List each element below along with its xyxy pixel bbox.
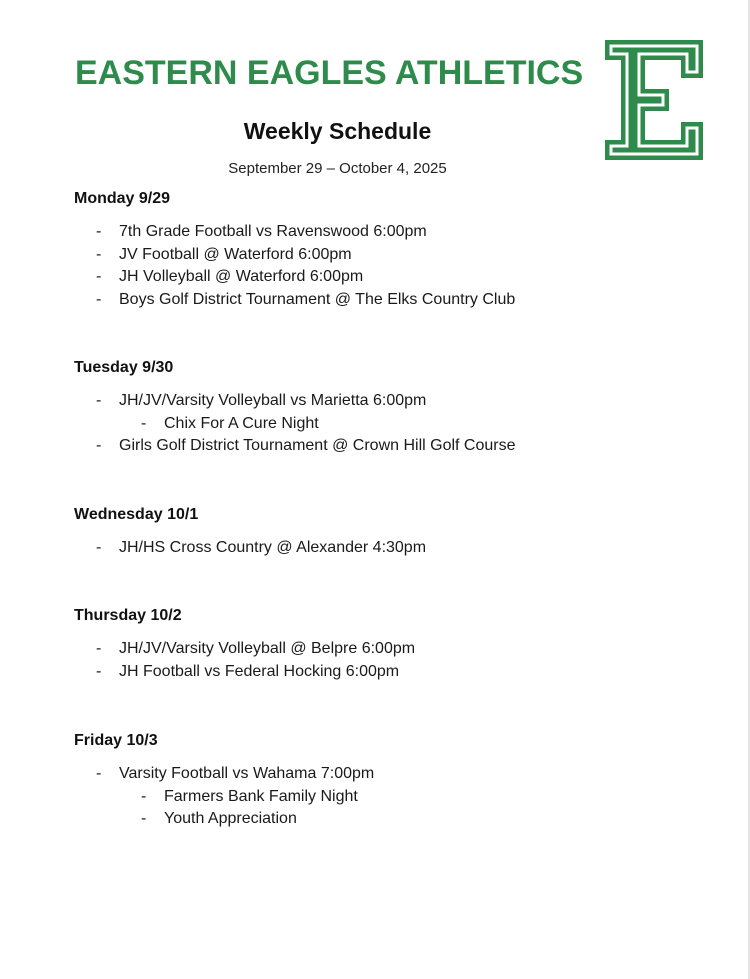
event-item: - JH/HS Cross Country @ Alexander 4:30pm bbox=[74, 537, 674, 560]
event-item: - Boys Golf District Tournament @ The Elks Country Club bbox=[74, 289, 674, 312]
event-list bbox=[74, 221, 674, 312]
event-item: - 7th Grade Football vs Ravenswood 6:00pm bbox=[74, 221, 674, 244]
day-heading: Thursday 10/2 bbox=[74, 607, 182, 624]
event-item: - JH Football vs Federal Hocking 6:00pm bbox=[74, 661, 674, 684]
event-list bbox=[74, 537, 674, 560]
event-item: - JH/JV/Varsity Volleyball @ Belpre 6:00pm bbox=[74, 638, 674, 661]
event-item: - JH/JV/Varsity Volleyball vs Marietta 6:00pm bbox=[74, 390, 674, 413]
org-title: EASTERN EAGLES ATHLETICS bbox=[75, 54, 584, 92]
event-sub-item: - Farmers Bank Family Night bbox=[74, 786, 674, 809]
day-section-thursday bbox=[74, 604, 674, 683]
event-item: - Girls Golf District Tournament @ Crown Hill Golf Course bbox=[74, 435, 674, 458]
day-heading: Friday 10/3 bbox=[74, 732, 158, 749]
day-section-wednesday bbox=[74, 503, 674, 560]
day-section-tuesday bbox=[74, 356, 674, 458]
event-list bbox=[74, 763, 674, 831]
event-sub-item: - Youth Appreciation bbox=[74, 808, 674, 831]
day-section-friday bbox=[74, 729, 674, 831]
day-heading: Monday 9/29 bbox=[74, 190, 171, 207]
day-section-monday bbox=[74, 187, 674, 312]
event-sub-item: - Chix For A Cure Night bbox=[74, 413, 674, 436]
event-list bbox=[74, 638, 674, 683]
date-range: September 29 – October 4, 2025 bbox=[228, 160, 447, 177]
day-heading: Wednesday 10/1 bbox=[74, 506, 199, 523]
day-heading: Tuesday 9/30 bbox=[74, 359, 174, 376]
event-item: - Varsity Football vs Wahama 7:00pm bbox=[74, 763, 674, 786]
schedule-title: Weekly Schedule bbox=[243, 118, 432, 144]
event-item: - JV Football @ Waterford 6:00pm bbox=[74, 244, 674, 267]
event-item: - JH Volleyball @ Waterford 6:00pm bbox=[74, 266, 674, 289]
event-list bbox=[74, 390, 674, 458]
